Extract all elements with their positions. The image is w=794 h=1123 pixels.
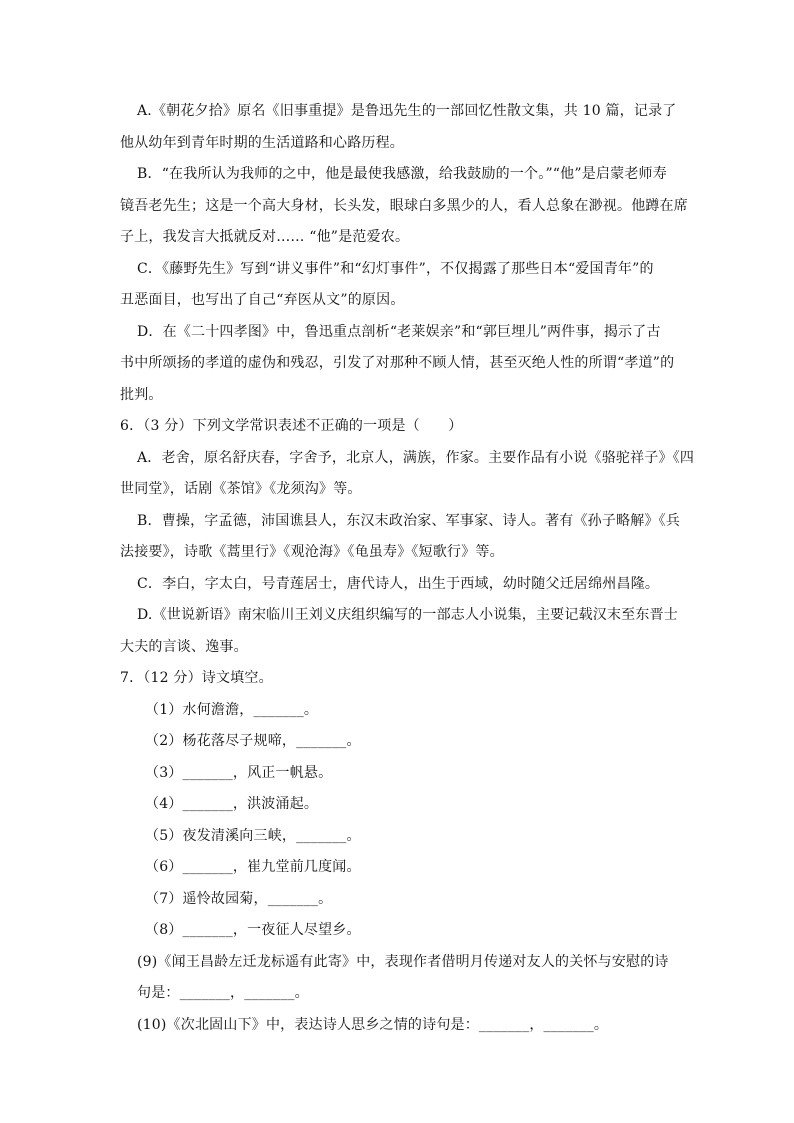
text-line: B．“在我所认为我师的之中，他是最使我感激，给我鼓励的一个。”“他”是启蒙老师寿	[137, 166, 667, 182]
text-line: 大夫的言谈、逸事。	[120, 638, 248, 655]
fill-blank-item-10: (10)《次北固山下》中，表达诗人思乡之情的诗句是：_______，_______。	[137, 1016, 609, 1033]
text-line: 法接要》，诗歌《蒿里行》《观沧海》《龟虽寿》《短歌行》等。	[120, 544, 504, 560]
fill-blank-item: （2）杨花落尽子规啼，_______。	[145, 733, 361, 749]
text-line: 世同堂》，话剧《茶馆》《龙须沟》等。	[120, 481, 362, 497]
fill-blank-item: （6）_______，崔九堂前几度闻。	[145, 859, 361, 875]
fill-blank-item: （5）夜发清溪向三峡，_______。	[145, 827, 361, 844]
text-line: B．曹操，字孟德，沛国谯县人，东汉末政治家、军事家、诗人。著有《孙子略解》《兵	[137, 512, 681, 529]
text-line: A．老舍，原名舒庆春，字舍予，北京人，满族，作家。主要作品有小说《骆驼祥子》《四	[137, 449, 695, 466]
fill-blank-item: （4）_______，洪波涌起。	[145, 796, 319, 812]
q6-option-c	[120, 569, 676, 601]
q6-option-a	[120, 443, 695, 506]
text-line: 批判。	[120, 386, 163, 403]
fill-blank-item: （7）遥怜故园菊，_______。	[145, 890, 333, 907]
text-line: A.《朝花夕拾》原名《旧事重提》是鲁迅先生的一部回忆性散文集，共 10 篇，记录了	[137, 103, 677, 119]
q6-option-d	[120, 600, 676, 663]
text-line: 镜吾老先生；这是一个高大身材，长头发，眼球白多黑少的人，看人总象在渺视。他蹲在席	[120, 197, 688, 214]
q6-option-b	[120, 506, 681, 569]
text-line: 丑恶面目，也写出了自己“弃医从文”的原因。	[120, 292, 405, 308]
fill-blank-item: （8）_______，一夜征人尽望乡。	[145, 922, 361, 938]
fill-blank-item: （3）_______，风正一帆悬。	[145, 764, 333, 781]
fill-blank-item: （1）水何澹澹，_______。	[145, 701, 319, 718]
text-line: 书中所颂扬的孝道的虚伪和残忍，引发了对那种不顾人情，甚至灭绝人性的所谓“孝道”的	[120, 355, 675, 371]
text-line: C．李白，字太白，号青莲居士，唐代诗人，出生于西域，幼时随父迁居绵州昌隆。	[137, 575, 660, 592]
q5-option-c	[120, 254, 676, 317]
text-line: D．在《二十四孝图》中，鲁迅重点剖析“老莱娱亲”和“郭巨埋儿”两件事，揭示了古	[137, 323, 661, 340]
q5-option-a	[120, 96, 676, 159]
text-line: (9)《闻王昌龄左迁龙标遥有此寄》中，表现作者借明月传递对友人的关怀与安慰的诗	[137, 953, 669, 970]
text-line: C．《藤野先生》写到“讲义事件”和“幻灯事件”，不仅揭露了那些日本“爱国青年”的	[137, 260, 654, 277]
text-line: 句是：_______，_______。	[137, 985, 309, 1001]
question-7-title: 7．（12 分）诗文填空。	[120, 670, 273, 686]
fill-blank-item-9	[120, 947, 676, 1010]
q5-option-b	[120, 159, 688, 254]
text-line: D.《世说新语》南宋临川王刘义庆组织编写的一部志人小说集，主要记载汉末至东晋士	[137, 607, 678, 623]
text-line: 子上，我发言大抵就反对…… “他”是范爱农。	[120, 229, 410, 245]
q5-option-d	[120, 317, 676, 412]
question-6-title: 6．（3 分）下列文学常识表述不正确的一项是（ ）	[120, 418, 463, 434]
text-line: 他从幼年到青年时期的生活道路和心路历程。	[120, 134, 404, 151]
